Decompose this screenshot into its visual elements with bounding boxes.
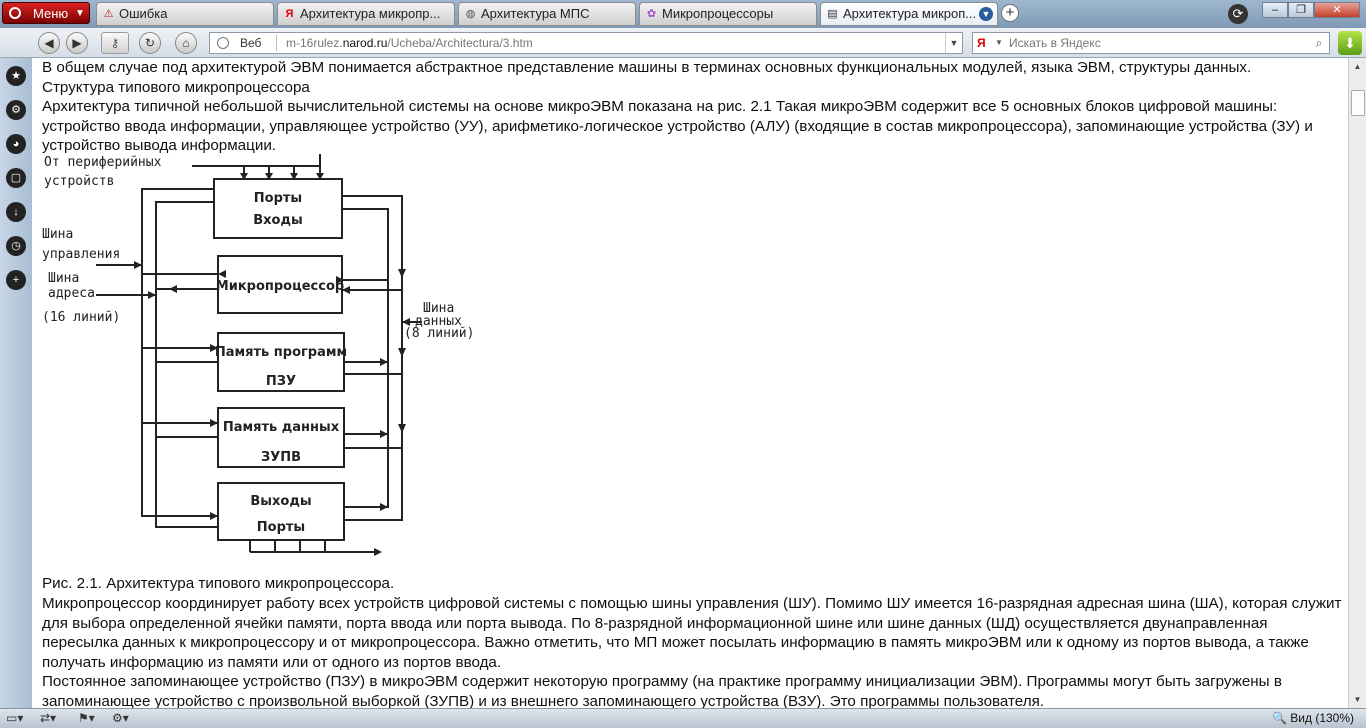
broken-page-icon: ⚠ — [103, 8, 114, 20]
reload-button[interactable]: ↻ — [139, 32, 161, 54]
scroll-thumb[interactable] — [1351, 90, 1365, 116]
opera-menu-button[interactable] — [2, 2, 90, 24]
scroll-down-icon[interactable]: ▼ — [1353, 695, 1362, 704]
block-label: Порты — [256, 520, 306, 535]
block-label: Память данных — [222, 420, 340, 435]
block-label: Порты — [253, 191, 303, 206]
new-tab-button[interactable]: + — [1001, 4, 1019, 22]
label-address-bus: Шина — [48, 271, 80, 286]
block-label: Память программ — [214, 345, 348, 360]
sync-icon[interactable]: ⇄▾ — [40, 711, 57, 725]
key-icon[interactable]: ⚷ — [101, 32, 129, 54]
menu-label: Меню — [33, 6, 69, 21]
tab-bar — [0, 0, 1366, 28]
divider — [276, 35, 277, 51]
label-peripheral: От периферийных — [44, 155, 162, 170]
address-field[interactable] — [209, 32, 963, 54]
figure-caption: Рис. 2.1. Архитектура типового микропроцессора. — [42, 575, 395, 592]
chevron-down-icon[interactable]: ▼ — [945, 33, 962, 53]
status-bar — [0, 708, 1366, 728]
url-prefix: m-16rulez. — [286, 36, 343, 50]
widgets-icon[interactable]: ⚙ — [6, 100, 26, 120]
tab-menu-icon[interactable]: ▼ — [979, 7, 993, 21]
body-paragraph: Постоянное запоминающее устройство (ПЗУ) в микроЭВМ содержит некоторую программу (на практике программу инициализации ЭВМ). Программы могут быть загружены в запоминающее устройство с произвольной выборкой (ЗУПВ) и из внешнего запоминающего устройства (ВЗУ). Это программы пользователя. — [42, 673, 1282, 708]
intro-paragraph: В общем случае под архитектурой ЭВМ понимается абстрактное представление машины в терминах основных функциональных модулей, языка ЭВМ, структуры данных. — [42, 59, 1252, 76]
url-text[interactable] — [286, 33, 533, 53]
block-label: Микропроцессор — [215, 279, 345, 294]
add-panel-icon[interactable]: + — [6, 270, 26, 290]
url-path: /Ucheba/Architectura/3.htm — [387, 36, 533, 50]
tab-title: Микропроцессоры — [662, 6, 774, 21]
label-control-bus: управления — [42, 247, 121, 262]
label-data-bus: (8 линий) — [404, 326, 475, 341]
opera-logo-icon — [9, 7, 21, 19]
yandex-icon[interactable]: Я — [977, 36, 986, 50]
chevron-down-icon[interactable]: ▼ — [995, 38, 1003, 47]
block-label: Выходы — [250, 494, 312, 509]
side-panel — [0, 58, 32, 708]
chevron-down-icon: ▼ — [75, 8, 85, 19]
label-peripheral: устройств — [44, 174, 115, 189]
label-control-bus: Шина — [42, 227, 74, 242]
label-data-bus: Шина — [423, 301, 455, 316]
tab-title: Ошибка — [119, 6, 168, 21]
tab-title: Архитектура микроп... — [843, 6, 977, 21]
tab-architecture-1[interactable] — [277, 2, 455, 26]
label-address-bus: (16 линий) — [42, 310, 121, 325]
close-window-button[interactable]: ✕ — [1314, 2, 1360, 18]
search-icon[interactable]: ⌕ — [1315, 36, 1323, 50]
notes-icon[interactable]: ▢ — [6, 168, 26, 188]
history-icon[interactable]: ◷ — [6, 236, 26, 256]
downloads-icon[interactable]: ↓ — [6, 202, 26, 222]
tab-microprocessors[interactable] — [639, 2, 817, 26]
globe-icon — [217, 37, 229, 49]
bookmarks-icon[interactable]: ★ — [6, 66, 26, 86]
block-label: ЗУПВ — [260, 450, 302, 465]
search-input[interactable] — [1009, 33, 1299, 53]
block-ports-in — [214, 179, 342, 238]
flower-icon: ✿ — [646, 8, 657, 20]
tab-architecture-mps[interactable] — [458, 2, 636, 26]
block-label: ПЗУ — [265, 374, 297, 389]
globe-icon: ◍ — [465, 8, 476, 20]
panel-toggle-icon[interactable]: ▭▾ — [6, 711, 24, 725]
block-label: Входы — [253, 213, 303, 228]
tab-error[interactable] — [96, 2, 274, 26]
page-content — [32, 58, 1348, 708]
label-address-bus: адреса — [48, 286, 95, 301]
tab-title: Архитектура микропр... — [300, 6, 441, 21]
scheme-label: Веб — [240, 36, 262, 50]
yandex-icon: Я — [285, 8, 294, 20]
maximize-button[interactable]: ❐ — [1288, 2, 1314, 18]
zoom-label: Вид (130%) — [1290, 711, 1355, 725]
zoom-control[interactable]: 🔍 Вид (130%) — [1272, 711, 1355, 725]
opera-link-icon[interactable]: ⟳ — [1228, 4, 1248, 24]
download-icon[interactable]: ⬇ — [1338, 31, 1362, 55]
search-field[interactable] — [972, 32, 1330, 54]
section-heading: Структура типового микропроцессора — [42, 78, 310, 96]
turbo-icon[interactable]: ⚑▾ — [78, 711, 95, 725]
vertical-scrollbar[interactable] — [1348, 58, 1366, 708]
forward-button[interactable]: ▶ — [66, 32, 88, 54]
url-domain: narod.ru — [342, 36, 388, 50]
page-icon: ▤ — [827, 8, 838, 20]
back-button[interactable]: ◀ — [38, 32, 60, 54]
label-data-bus: данных — [415, 314, 462, 329]
architecture-figure — [32, 152, 502, 562]
minimize-button[interactable]: – — [1262, 2, 1288, 18]
architecture-paragraph: Архитектура типичной небольшой вычислительной системы на основе микроЭВМ показана на рис. 2.1 Такая микроЭВМ содержит все 5 основных блоков цифровой машины: устройство ввода информации, управляющее устройство (УУ), арифметико-логическое устройство (АЛУ) (входящие в состав микропроцессора), запоминающие устройства (ЗУ) и устройство вывода информации. — [42, 98, 1313, 154]
body-paragraph: Микропроцессор координирует работу всех устройств цифровой системы с помощью шины управления (ШУ). Помимо ШУ имеется 16-разрядная адресная шина (ША), которая служит для выбора определенной ячейки памяти, порта ввода или порта вывода. По 8-разрядной информационной шине или шине данных (ШД) осуществляется двунаправленная пересылка данных к микропроцессору и от микропроцессора. Важно отметить, что МП может посылать информацию в память микроЭВМ или к одному из портов вывода, а также получать информацию из памяти или от одного из портов ввода. — [42, 595, 1342, 671]
tab-title: Архитектура МПС — [481, 6, 590, 21]
unite-icon[interactable]: ◕ — [6, 134, 26, 154]
home-button[interactable]: ⌂ — [175, 32, 197, 54]
settings-icon[interactable]: ⚙▾ — [112, 711, 129, 725]
tab-architecture-active[interactable] — [820, 2, 998, 26]
address-toolbar — [0, 28, 1366, 58]
scroll-up-icon[interactable]: ▲ — [1353, 62, 1362, 71]
